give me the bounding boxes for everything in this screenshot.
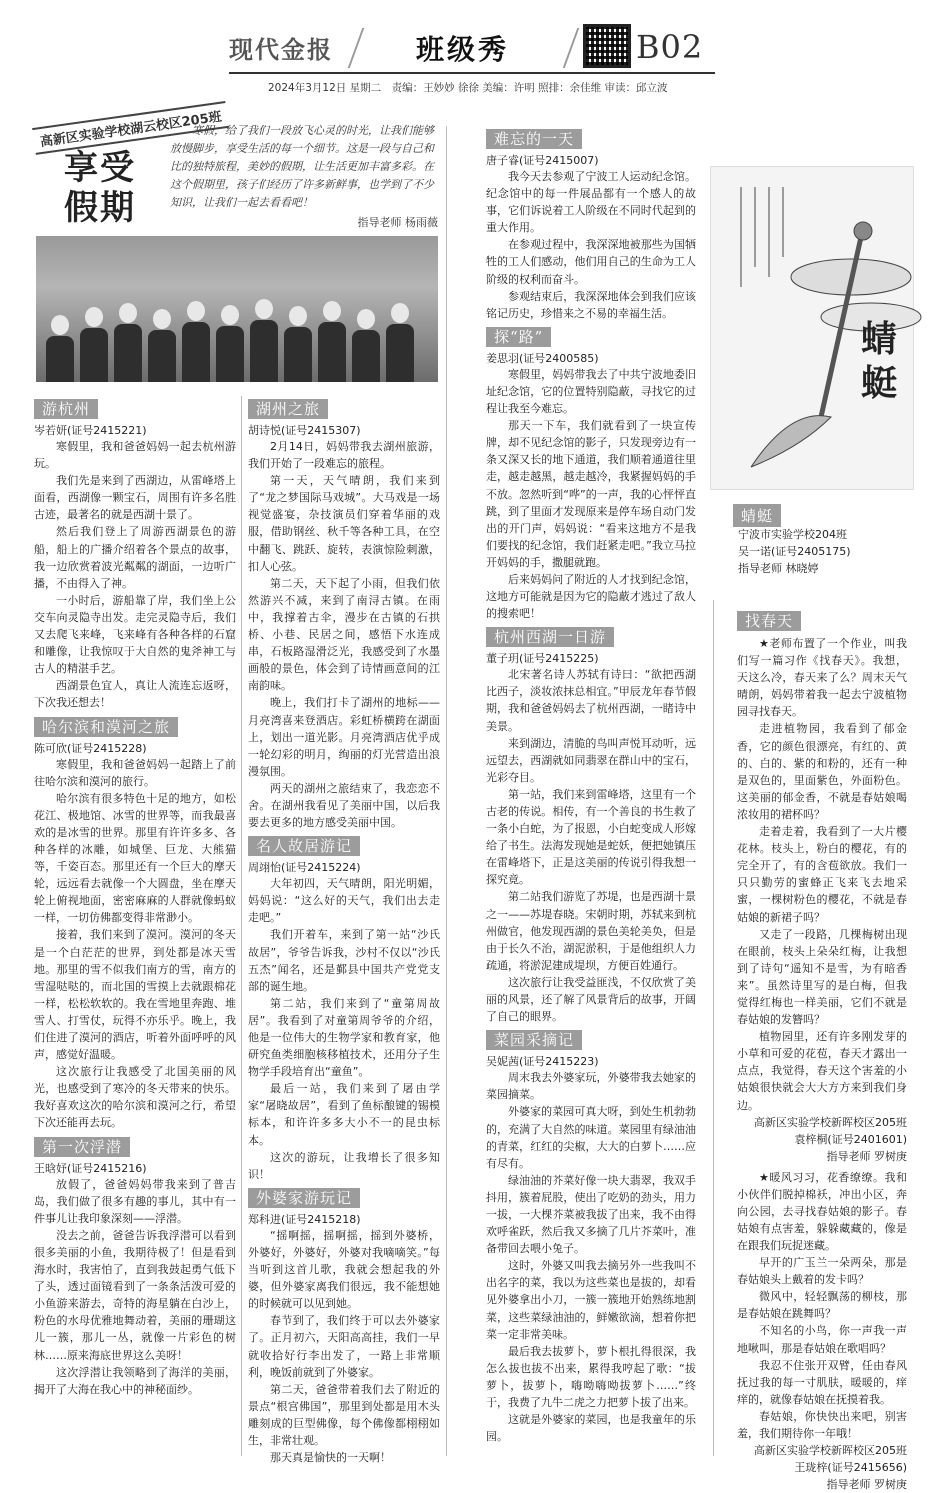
- column-2: [248, 398, 440, 1466]
- column-1: [34, 398, 236, 1398]
- article-paragraph: 没去之前，爸爸告诉我浮潜可以看到很多美丽的小鱼，我期待极了！但是看到海水时，我害怕了，直到我鼓起勇气低下了头，透过面镜看到了一条条活泼可爱的小鱼游来游去，奇特的海星躺在白沙上，粉色的水母优雅地舞动着，美丽的珊瑚这儿一簇，那儿一丛，就像一片彩色的树林……原来海底世界这么美呀！: [34, 1228, 236, 1362]
- article: [486, 626, 696, 1025]
- article: [486, 326, 696, 622]
- article-tag: 菜园采摘记: [486, 1030, 582, 1050]
- artwork-school: 宁波市实验学校204班: [738, 528, 847, 541]
- article-paragraph: 外婆家的菜园可真大呀，到处生机勃勃的，充满了大自然的味道。菜园里有绿油油的青菜，红红的尖椒，大大的白萝卜……应有尽有。: [486, 1105, 696, 1170]
- article-paragraph: 西湖景色宜人，真让人流连忘返呀，下次我还想去！: [34, 679, 236, 710]
- article-paragraph: 两天的湖州之旅结束了，我恋恋不舍。在湖州我看见了美丽中国，以后我要去更多的地方感受美丽中国。: [248, 781, 440, 830]
- article-paragraph: 走着走着，我看到了一大片樱花林。枝头上，粉白的樱花，有的完全开了，有的含苞欲放。我们一只只勤劳的蜜蜂正飞来飞去地采蜜，一棵树粉色的樱花，不就是春姑娘的新裙子吗？: [737, 825, 907, 924]
- author-school: 高新区实验学校新晖校区205班: [754, 1115, 907, 1129]
- article-paragraph: 在参观过程中，我深深地被那些为国牺牲的工人们感动，他们用自己的生命为工人阶级的权利而奋斗。: [486, 238, 696, 286]
- article-tag: 第一次浮潜: [34, 1137, 130, 1157]
- article-paragraph: 寒假里，我和爸爸妈妈一起去杭州游玩。: [34, 440, 236, 471]
- artwork-title: 蜻蜓: [861, 318, 898, 404]
- article-tag: 湖州之旅: [248, 399, 328, 419]
- author-teacher: 指导老师 罗树庚: [826, 1149, 907, 1163]
- article-paragraph: 最后一站，我们来到了屠由学家“屠晓故居”，看到了鱼标酿键的锡模标本，和许许多多大小不一的昆虫标本。: [248, 1082, 440, 1147]
- article-paragraph: 我忍不住张开双臂，任由春风抚过我的每一寸肌肤，暖暖的，痒痒的，就像春姑娘在抚摸着我。: [737, 1358, 907, 1406]
- article: [248, 1187, 440, 1466]
- article-paragraph: 这次旅行让我感受了北国美丽的风光，也感受到了寒冷的冬天带来的快乐。我好喜欢这次的哈尔滨和漠河之行，希望下次还能再去玩。: [34, 1065, 236, 1130]
- article-paragraph: 绿油油的芥菜好像一块大翡翠，我双手抖用，簇着屁股，使出了吃奶的劲头，用力一拔，一大棵芥菜被我拔了出来，我不由得欢呼雀跃，然后我又多摘了几片芥菜叶，准备带回去喂小兔子。: [486, 1173, 696, 1256]
- article-paragraph: 周末我去外婆家玩，外婆带我去她家的菜园摘菜。: [486, 1071, 696, 1102]
- article-byline: 唐子睿(证号2415007): [486, 154, 599, 167]
- article-paragraph: 这时，外婆又叫我去摘另外一些我叫不出名字的菜，我以为这些菜也是拔的，却看见外婆拿出小刀，一簇一簇地开始熟练地割菜，这些菜绿油油的，鲜嫩欲滴，想着你把菜一定非常美味。: [486, 1259, 696, 1341]
- article-paragraph: 那天一下车，我们就看到了一块宣传牌，却不见纪念馆的影子，只发现旁边有一条又深又长的地下通道，我们顺着通道往里走，越走越黑，越走越冷，我紧握妈妈的手不放。忽然听到“哗”的一声，我的心怦怦直跳，到了里面才发现原来是停车场自动门发出的开门声，妈妈说：“看来这地方不是我们要找的纪念馆，我们赶紧走吧。”我立马拉开妈妈的手，撒腿就跑。: [486, 419, 696, 569]
- article-tag: 游杭州: [34, 399, 98, 419]
- article-paragraph: 这次的游玩，让我增长了很多知识！: [248, 1150, 440, 1181]
- article: [34, 398, 236, 712]
- article-paragraph: 那天真是愉快的一天啊！: [270, 1451, 391, 1465]
- article-paragraph: 微风中，轻轻飘荡的柳枝，那是春姑娘在跳舞吗？: [737, 1290, 907, 1321]
- article-byline: 董子玥(证号2415225): [486, 652, 599, 666]
- newspaper-name: 现代金报: [229, 35, 333, 64]
- article-paragraph: 这次浮潜让我领略到了海洋的美丽，揭开了大海在我心中的神秘面纱。: [34, 1365, 236, 1396]
- article-paragraph: 第二天，天下起了小雨，但我们依然游兴不减，来到了南浔古镇。在雨中，我撑着古伞，漫步在古镇的石拱桥、小巷、民居之间，感悟下水连成串，石板路湿滑泛光，我感受到了水墨画般的景色，体会到了诗情画意间的江南韵味。: [248, 576, 440, 693]
- article-paragraph: 我们开着车，来到了第一站“沙氏故居”，爷爷告诉我，沙村不仅以“沙氏五杰”闻名，还是鄞县中国共产党党支部的诞生地。: [248, 928, 440, 993]
- article-byline: 陈可欣(证号2415228): [34, 741, 147, 755]
- feature-title-line2: 假期: [64, 188, 136, 228]
- article-paragraph: 来到湖边，清脆的鸟叫声悦耳动听，远远望去，西湖就如同翡翠在群山中的宝石，光彩夺目。: [486, 736, 696, 784]
- dragonfly-artwork: [710, 166, 914, 490]
- article-tag: 找春天: [737, 611, 801, 631]
- feature-title-line1: 享受: [64, 148, 136, 188]
- author-school: 高新区实验学校新晖校区205班: [754, 1444, 907, 1458]
- article-paragraph: 春节到了，我们终于可以去外婆家了。正月初六，天阳高高挂，我们一早就收拾好行李出发了，一路上非常顺利，晚饭前就到了外婆家。: [248, 1314, 440, 1379]
- feature-title: [64, 148, 136, 228]
- article: [34, 1136, 236, 1398]
- article-tag: 杭州西湖一日游: [486, 627, 614, 647]
- author-teacher: 指导老师 罗树庚: [826, 1478, 907, 1492]
- article-paragraph: 这就是外婆家的菜园，也是我童年的乐园。: [486, 1413, 696, 1444]
- feature-intro: 寒假，给了我们一段放飞心灵的时光，让我们能够放慢脚步，享受生活的每一个细节。这是一段与自己和比的独特旅程，美妙的假期，让生活更加丰富多彩。在这个假期里，孩子们经历了许多新鲜事，也学到了不少知识，让我们一起去看看吧！: [170, 124, 434, 209]
- article-byline: 周翊怡(证号2415224): [248, 861, 361, 875]
- page-number: B02: [636, 28, 704, 66]
- article-tag: 哈尔滨和漠河之旅: [34, 717, 178, 737]
- article-paragraph: 哈尔滨有很多特色十足的地方，如松花江、极地馆、冰雪的世界等，而我最喜欢的是冰雪的世界。那里有许许多多、各种各样的冰雕，如城堡、巨龙、大熊猫等，千姿百态。那里还有一个巨大的摩天轮，远远看去就像一个大圆盘，坐在摩天轮上俯视地面，密密麻麻的人群就像蚂蚁一样，一切仿佛都变得非常渺小。: [34, 791, 236, 925]
- article-tag: 外婆家游玩记: [248, 1188, 360, 1208]
- article-paragraph: 大年初四，天气晴朗，阳光明媚，妈妈说：“这么好的天气，我们出去走走吧。”: [248, 877, 440, 925]
- article: [737, 635, 907, 1165]
- article-paragraph: 寒假里，妈妈带我去了中共宁波地委旧址纪念馆，它的位置特别隐蔽，寻找它的过程让我至今难忘。: [486, 367, 696, 416]
- article-paragraph: 又走了一段路，几棵梅树出现在眼前，枝头上朵朵红梅，让我想到了诗句“遥知不是雪，为有暗香来”。虽然诗里写的是白梅，但我觉得红梅也一样美丽，它们不就是春姑娘的发簪吗？: [737, 927, 907, 1027]
- article-paragraph: 春姑娘，你快快出来吧，别害羞，我们期待你一年哦！: [737, 1409, 907, 1441]
- artwork-teacher: 指导老师 林晓婷: [738, 562, 819, 575]
- article-paragraph: ★老师布置了一个作业，叫我们写一篇习作《找春天》。我想，天这么冷，春天来了么？周末天气晴朗，妈妈带着我一起去宁波植物园寻找春天。: [737, 637, 907, 719]
- feature-teacher: 指导老师 杨雨薇: [357, 216, 438, 229]
- article-tag: 名人故居游记: [248, 836, 360, 856]
- article-byline: 郑科进(证号2415218): [248, 1212, 361, 1226]
- artwork-author: 吴一诺(证号2405175): [738, 545, 851, 558]
- article-paragraph: 北宋著名诗人苏轼有诗曰：“欲把西湖比西子，淡妆浓抹总相宜。”甲辰龙年春节假期，我和爸爸妈妈去了杭州西湖，一睹诗中美景。: [486, 668, 696, 733]
- author-name: 王珑梓(证号2415656): [794, 1461, 907, 1475]
- article-paragraph: 最后我去拔萝卜，萝卜根扎得很深，我怎么拔也拔不出来，累得我哼起了歌：“拔萝卜，拔萝卜，嗨呦嗨呦拔萝卜……”终于，我费了九牛二虎之力把萝卜拔了出来。: [486, 1344, 696, 1409]
- article-paragraph: 这次旅行让我受益匪浅，不仅欣赏了美丽的风景，还了解了风景背后的故事，开阔了自己的眼界。: [486, 975, 696, 1024]
- article-paragraph: 早开的广玉兰一朵两朵，那是春姑娘头上戴着的发卡吗？: [737, 1256, 907, 1287]
- article: [486, 1029, 696, 1445]
- article-byline: 胡诗悦(证号2415307): [248, 424, 361, 437]
- article: [737, 1169, 907, 1493]
- masthead-rule: [229, 72, 715, 74]
- article-byline: 姜思羽(证号2400585): [486, 351, 599, 365]
- dateline: 2024年3月12日 星期二 责编：王妙妙 徐徐 美编：许明 照排：余佳维 审读：邱立波: [268, 82, 668, 94]
- article-tag: 探“路”: [486, 327, 551, 347]
- article-paragraph: 走进植物园，我看到了郁金香，它的颜色很漂亮，有红的、黄的、白的、紫的和粉的，还有一种是双色的，里面紫色，外面粉色。这美丽的郁金香，不就是春姑娘喝浓妆用的裙杯吗？: [737, 722, 907, 821]
- article-paragraph: 我们先是来到了西湖边，从雷峰塔上面看，西湖像一颗宝石，周围有许多名胜古迹，最著名的就是西湖十景了。: [34, 474, 236, 522]
- article: [34, 716, 236, 1132]
- column-divider: [713, 600, 714, 1456]
- article-paragraph: 放假了，爸爸妈妈带我来到了普吉岛，我们做了很多有趣的事儿，其中有一件事儿让我印象深刻——浮潜。: [34, 1177, 236, 1225]
- column-4: [737, 610, 907, 1493]
- article-tag: 难忘的一天: [486, 129, 582, 149]
- article-paragraph: 后来妈妈问了附近的人才找到纪念馆，这地方可能就是因为它的隐蔽才逃过了敌人的搜索吧！: [486, 572, 696, 621]
- article-paragraph: 第一天，天气晴朗，我们来到了“龙之梦国际马戏城”。大马戏是一场视觉盛宴，杂技演员们穿着华丽的戏服，借助钢丝、秋千等各种工具，在空中翻飞、跳跃、旋转，表演惊险刺激，扣人心弦。: [248, 474, 440, 573]
- article-paragraph: 一小时后，游船靠了岸，我们坐上公交车向灵隐寺出发。走完灵隐寺后，我们又去爬飞来峰，飞来峰有各种各样的石窟和雕像，让我惊叹于大自然的鬼斧神工与古人的精湛手艺。: [34, 593, 236, 676]
- artwork-tag: 蜻蜓: [733, 504, 781, 527]
- section-title: 班级秀: [416, 33, 510, 66]
- masthead-divider: [563, 28, 580, 68]
- article-paragraph: “摇啊摇，摇啊摇，摇到外婆桥，外婆好，外婆好，外婆对我嘀嘀笑。”每当听到这首儿歌，我就会想起我的外婆，但外婆家离我们很远，我不能想她的时候就可以见到她。: [248, 1228, 440, 1311]
- column-3: [486, 128, 696, 1445]
- article-paragraph: 不知名的小鸟，你一声我一声地啾叫，那是春姑娘在歌唱吗？: [737, 1324, 907, 1355]
- article-paragraph: 晚上，我们打卡了湖州的地标——月亮湾喜来登酒店。彩虹桥横跨在湖面上，划出一道光影。月亮湾酒店优乎成一轮幻彩的明月，绚丽的灯光营造出浪漫氛围。: [248, 696, 440, 778]
- article: [486, 128, 696, 322]
- class-group-photo: [36, 236, 438, 382]
- article-paragraph: 第二站我们游览了苏堤，也是西湖十景之一——苏堤春晓。宋朝时期，苏轼来到杭州做官，他发现西湖的景色美轮美奂，但是由于长久不治，湖泥淤积，于是他组织人力疏通，将淤泥建成堤坝，方便百姓通行。: [486, 890, 696, 972]
- article-paragraph: 植物园里，还有许多刚发芽的小草和可爱的花苞，春天才露出一点点，我觉得，春天这个害羞的小姑娘很快就会大大方方来到我们身边。: [737, 1030, 907, 1112]
- column-divider: [446, 126, 447, 1456]
- author-name: 袁梓桐(证号2401601): [794, 1132, 907, 1146]
- article-paragraph: 接着，我们来到了漠河。漠河的冬天是一个白茫茫的世界，到处都是冰天雪地。那里的雪不似我们南方的雪，南方的雪湿哒哒的，而北国的雪摸上去就跟棉花一样，松松软软的。我在雪地里奔跑、堆雪人、打雪仗，玩得不亦乐乎。晚上，我们住进了漠河的酒店，听着外面呼呼的风声，感觉好温暖。: [34, 928, 236, 1062]
- article-paragraph: 第一站，我们来到雷峰塔，这里有一个古老的传说。相传，有一个善良的书生救了一条小白蛇，为了报恩，小白蛇变成人形嫁给了书生。法海发现她是蛇妖，便把她镇压在雷峰塔下，正是这美丽的传说引得我想一探究竟。: [486, 787, 696, 887]
- masthead-divider: [348, 28, 365, 68]
- article-paragraph: ★暖风习习，花香缭缭。我和小伙伴们脱掉棉袄，冲出小区，奔向公园，去寻找春姑娘的影子。春姑娘有点害羞，躲躲藏藏的，像是在跟我们玩捉迷藏。: [737, 1170, 907, 1252]
- article: [248, 835, 440, 1183]
- qr-code-icon: [583, 24, 631, 68]
- article-paragraph: 2月14日，妈妈带我去湖州旅游，我们开始了一段难忘的旅程。: [248, 440, 440, 471]
- class-banner: 高新区实验学校湖云校区205班: [32, 101, 229, 155]
- column-divider: [241, 396, 242, 1456]
- article: [248, 398, 440, 831]
- article-paragraph: 我今天去参观了宁波工人运动纪念馆。纪念馆中的每一件展品都有一个感人的故事，它们诉说着工人阶级在不同时代起到的重大作用。: [486, 170, 696, 235]
- article-paragraph: 然后我们登上了周游西湖景色的游船，船上的广播介绍着各个景点的故事，我一边欣赏着波光粼粼的湖面，一边听广播，不由得入了神。: [34, 525, 236, 590]
- article-byline: 王晗妤(证号2415216): [34, 1161, 147, 1175]
- article-byline: 岑若妍(证号2415221): [34, 424, 147, 437]
- article-paragraph: 第二站，我们来到了“童第周故居”。我看到了对童第周爷爷的介绍，他是一位伟大的生物学家和教育家，他研究鱼类细胞核移植技术，还用分子生物学手段培育出“童鱼”。: [248, 996, 440, 1079]
- article-paragraph: 参观结束后，我深深地体会到我们应该铭记历史，珍惜来之不易的幸福生活。: [486, 289, 696, 320]
- article-paragraph: 寒假里，我和爸爸妈妈一起踏上了前往哈尔滨和漠河的旅行。: [34, 757, 236, 788]
- article-byline: 吴妮茜(证号2415223): [486, 1055, 599, 1069]
- article-paragraph: 第二天，爸爸带着我们去了附近的景点“根宫佛国”，那里到处都是用木头雕刻成的巨型佛像，每个佛像都栩栩如生，非常壮观。: [248, 1382, 440, 1447]
